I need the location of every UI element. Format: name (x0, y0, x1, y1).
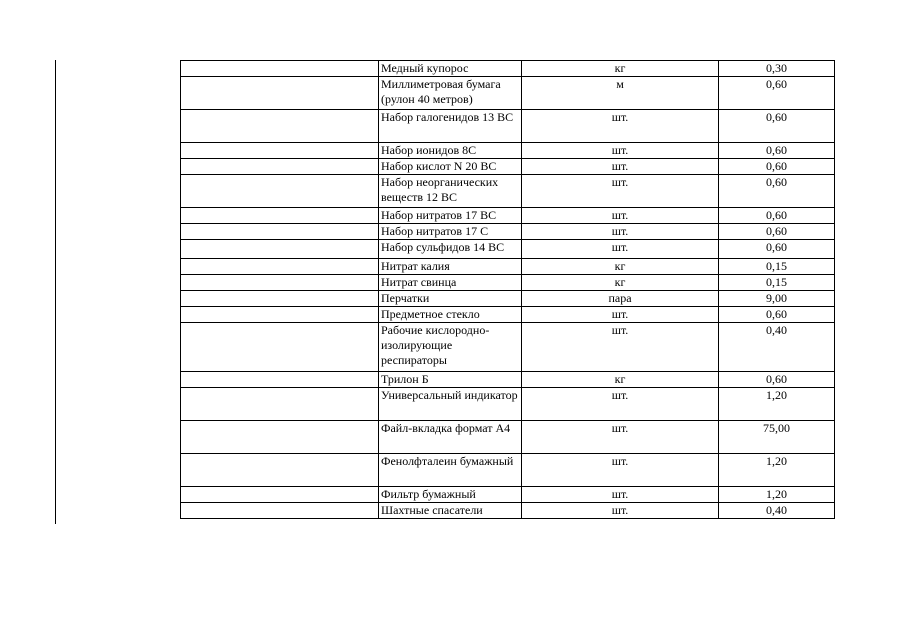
table-row (181, 388, 835, 421)
item-name-cell: Трилон Б (379, 372, 522, 388)
table-row (181, 323, 835, 372)
item-name-cell: Набор кислот N 20 ВС (379, 159, 522, 175)
table-row (181, 110, 835, 143)
item-name-cell: Рабочие кислородно-изолирующие респираторы (379, 323, 522, 372)
blank-cell (181, 275, 379, 291)
blank-cell (181, 291, 379, 307)
quantity-cell: 0,60 (719, 372, 835, 388)
unit-cell: шт. (522, 240, 719, 259)
blank-cell (181, 143, 379, 159)
unit-cell: шт. (522, 110, 719, 143)
table-row (181, 175, 835, 208)
quantity-cell: 0,15 (719, 275, 835, 291)
blank-cell (181, 240, 379, 259)
table-row (181, 61, 835, 77)
blank-cell (181, 208, 379, 224)
item-name-cell: Нитрат калия (379, 259, 522, 275)
item-name-cell: Фенолфталеин бумажный (379, 454, 522, 487)
supplies-table-body (181, 61, 835, 519)
unit-cell: шт. (522, 143, 719, 159)
item-name-cell: Шахтные спасатели (379, 503, 522, 519)
unit-cell: м (522, 77, 719, 110)
blank-cell (181, 487, 379, 503)
table-row (181, 259, 835, 275)
table-row (181, 307, 835, 323)
blank-cell (181, 421, 379, 454)
unit-cell: шт. (522, 323, 719, 372)
unit-cell: шт. (522, 454, 719, 487)
table-row (181, 143, 835, 159)
item-name-cell: Набор ионидов 8С (379, 143, 522, 159)
quantity-cell: 9,00 (719, 291, 835, 307)
table-row (181, 275, 835, 291)
item-name-cell: Фильтр бумажный (379, 487, 522, 503)
unit-cell: шт. (522, 503, 719, 519)
quantity-cell: 0,30 (719, 61, 835, 77)
table-row (181, 159, 835, 175)
unit-cell: шт. (522, 159, 719, 175)
item-name-cell: Набор неорганических веществ 12 ВС (379, 175, 522, 208)
quantity-cell: 0,60 (719, 307, 835, 323)
quantity-cell: 0,60 (719, 77, 835, 110)
table-row (181, 77, 835, 110)
quantity-cell: 0,60 (719, 208, 835, 224)
item-name-cell: Предметное стекло (379, 307, 522, 323)
blank-cell (181, 372, 379, 388)
blank-cell (181, 61, 379, 77)
supplies-table (180, 60, 835, 519)
unit-cell: шт. (522, 388, 719, 421)
quantity-cell: 1,20 (719, 454, 835, 487)
blank-cell (181, 503, 379, 519)
blank-cell (181, 307, 379, 323)
blank-cell (181, 388, 379, 421)
item-name-cell: Набор нитратов 17 С (379, 224, 522, 240)
quantity-cell: 75,00 (719, 421, 835, 454)
blank-cell (181, 323, 379, 372)
table-row (181, 503, 835, 519)
quantity-cell: 1,20 (719, 487, 835, 503)
item-name-cell: Набор галогенидов 13 ВС (379, 110, 522, 143)
unit-cell: шт. (522, 421, 719, 454)
unit-cell: шт. (522, 224, 719, 240)
unit-cell: пара (522, 291, 719, 307)
item-name-cell: Файл-вкладка формат А4 (379, 421, 522, 454)
blank-cell (181, 454, 379, 487)
quantity-cell: 0,60 (719, 143, 835, 159)
item-name-cell: Миллиметровая бумага (рулон 40 метров) (379, 77, 522, 110)
table-row (181, 487, 835, 503)
unit-cell: шт. (522, 208, 719, 224)
unit-cell: шт. (522, 307, 719, 323)
unit-cell: кг (522, 372, 719, 388)
unit-cell: кг (522, 259, 719, 275)
table-row (181, 372, 835, 388)
blank-cell (181, 159, 379, 175)
quantity-cell: 1,20 (719, 388, 835, 421)
blank-cell (181, 110, 379, 143)
quantity-cell: 0,40 (719, 503, 835, 519)
table-row (181, 224, 835, 240)
quantity-cell: 0,60 (719, 175, 835, 208)
quantity-cell: 0,60 (719, 110, 835, 143)
table-row (181, 240, 835, 259)
quantity-cell: 0,40 (719, 323, 835, 372)
item-name-cell: Перчатки (379, 291, 522, 307)
item-name-cell: Набор сульфидов 14 ВС (379, 240, 522, 259)
table-row (181, 454, 835, 487)
blank-cell (181, 224, 379, 240)
blank-cell (181, 175, 379, 208)
unit-cell: кг (522, 275, 719, 291)
item-name-cell: Нитрат свинца (379, 275, 522, 291)
blank-cell (181, 259, 379, 275)
table-row (181, 208, 835, 224)
unit-cell: шт. (522, 175, 719, 208)
unit-cell: кг (522, 61, 719, 77)
quantity-cell: 0,60 (719, 240, 835, 259)
table-row (181, 291, 835, 307)
left-margin-line (55, 60, 56, 524)
unit-cell: шт. (522, 487, 719, 503)
item-name-cell: Универсальный индикатор (379, 388, 522, 421)
item-name-cell: Медный купорос (379, 61, 522, 77)
blank-cell (181, 77, 379, 110)
table-row (181, 421, 835, 454)
quantity-cell: 0,15 (719, 259, 835, 275)
quantity-cell: 0,60 (719, 224, 835, 240)
item-name-cell: Набор нитратов 17 ВС (379, 208, 522, 224)
quantity-cell: 0,60 (719, 159, 835, 175)
